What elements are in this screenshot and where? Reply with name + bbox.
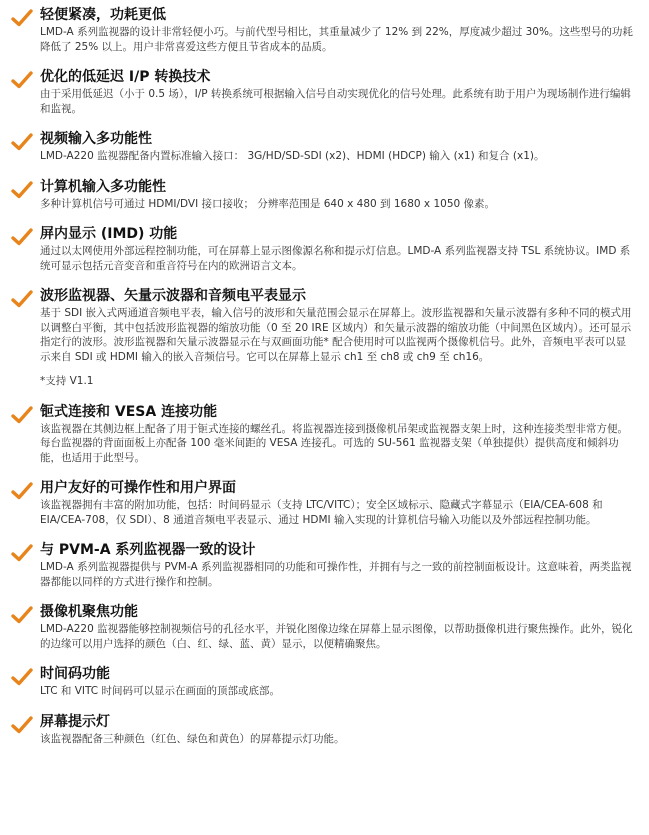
feature-description: 该监视器在其侧边框上配备了用于钷式连接的螺丝孔。将监视器连接到摄像机吊架或监视器支架上时，这种连接类型非常方便。每台监视器的背面面板上亦配备 100 毫米间距的 VESA 连接孔。可选的 SU-561 监视器支架（单独提供）提供高度和倾斜功能，也适用于此型号。 <box>40 422 628 464</box>
feature-title: 钷式连接和 VESA 连接功能 <box>40 403 218 420</box>
checkmark-icon <box>11 70 33 90</box>
feature-title: 与 PVM-A 系列监视器一致的设计 <box>40 542 256 558</box>
feature-title: 屏幕提示灯 <box>40 713 110 730</box>
feature-title: 摄像机聚焦功能 <box>40 604 138 620</box>
feature-item-1 <box>0 6 649 54</box>
feature-description: LMD-A 系列监视器提供与 PVM-A 系列监视器相同的功能和可操作性，并拥有与之一致的前控制面板设计。这意味着，两类监视器都能以同样的方式进行操作和控制。 <box>40 561 632 588</box>
checkmark-icon <box>11 605 33 625</box>
feature-item-9 <box>0 541 649 589</box>
feature-description: 基于 SDI 嵌入式两通道音频电平表，输入信号的波形和矢量范围会显示在屏幕上。波形监视器和矢量示波器有多种不同的模式用以调整白平衡，其中包括波形监视器的缩放功能（0 至 20 IRE 区域内）和矢量示波器的缩放功能（中间黑色区域内）。还可显示指定行的波形。波形监视器和矢量示波器显示在与双画面功能* 配合使用时可以监视两个摄像机信号。此外，音频电平表可以显示来自 SDI 或 HDMI 输入的嵌入音频信号。它可以在屏幕上显示 ch1 至 ch8 或 ch9 至 ch16。 <box>40 307 632 363</box>
feature-title: 屏内显示 (IMD) 功能 <box>40 226 178 242</box>
feature-item-4 <box>0 178 649 212</box>
feature-note: *支持 V1.1 <box>40 375 94 387</box>
checkmark-icon <box>11 715 33 735</box>
feature-item-6 <box>0 287 649 389</box>
feature-title: 波形监视器、矢量示波器和音频电平表显示 <box>40 288 306 304</box>
checkmark-icon <box>11 667 33 687</box>
feature-title: 优化的低延迟 I/P 转换技术 <box>40 69 211 85</box>
feature-description: 该监视器配备三种颜色（红色、绿色和黄色）的屏幕提示灯功能。 <box>40 732 345 745</box>
feature-title: 用户友好的可操作性和用户界面 <box>40 480 236 496</box>
feature-description: LMD-A220 监视器配备内置标准输入接口： 3G/HD/SD-SDI (x2)、HDMI (HDCP) 输入 (x1) 和复合 (x1)。 <box>40 150 545 162</box>
checkmark-icon <box>11 132 33 152</box>
feature-title: 轻便紧凑，功耗更低 <box>40 7 166 23</box>
feature-description: LTC 和 VITC 时间码可以显示在画面的顶部或底部。 <box>40 685 280 697</box>
checkmark-icon <box>11 543 33 563</box>
feature-title: 计算机输入多功能性 <box>40 178 166 195</box>
feature-item-2 <box>0 68 649 116</box>
feature-title: 时间码功能 <box>40 666 110 682</box>
feature-description: 该监视器拥有丰富的附加功能，包括：时间码显示（支持 LTC/VITC）；安全区域标示、隐藏式字幕显示（EIA/CEA-608 和 EIA/CEA-708，仅 SDI）、8 通道音频电平表显示、通过 HDMI 输入实现的计算机信号输入功能以及外部远程控制功能。 <box>40 499 603 526</box>
checkmark-icon <box>11 289 33 309</box>
feature-item-11 <box>0 665 649 699</box>
checkmark-icon <box>11 227 33 247</box>
feature-item-8 <box>0 479 649 527</box>
feature-item-5 <box>0 225 649 273</box>
checkmark-icon <box>11 405 33 425</box>
feature-description: 由于采用低延迟（小于 0.5 场），I/P 转换系统可根据输入信号自动实现优化的信号处理。此系统有助于用户为现场制作进行编辑和监视。 <box>40 88 631 115</box>
feature-description: LMD-A220 监视器能够控制视频信号的孔径水平，并锐化图像边缘在屏幕上显示图像，以帮助摄像机进行聚焦操作。此外，锐化的边缘可以用户选择的颜色（白、红、绿、蓝、黄）显示，以便精确聚焦。 <box>40 623 633 650</box>
feature-description: 通过以太网使用外部远程控制功能，可在屏幕上显示图像源名称和提示灯信息。LMD-A 系列监视器支持 TSL 系统协议。IMD 系统可显示包括元音变音和重音符号在内的欧洲语言文本。 <box>40 245 631 272</box>
checkmark-icon <box>11 180 33 200</box>
feature-item-12 <box>0 713 649 747</box>
checkmark-icon <box>11 481 33 501</box>
feature-description: 多种计算机信号可通过 HDMI/DVI 接口接收； 分辨率范围是 640 x 480 到 1680 x 1050 像素。 <box>40 197 496 210</box>
checkmark-icon <box>11 8 33 28</box>
feature-description: LMD-A 系列监视器的设计非常轻便小巧。与前代型号相比，其重量减少了 12% 到 22%，厚度减少超过 30%。这些型号的功耗降低了 25% 以上。用户非常喜爱这些方便且节省成本的品质。 <box>40 26 633 53</box>
feature-item-7 <box>0 403 649 466</box>
feature-item-10 <box>0 603 649 651</box>
feature-item-3 <box>0 130 649 164</box>
feature-title: 视频输入多功能性 <box>40 131 152 147</box>
